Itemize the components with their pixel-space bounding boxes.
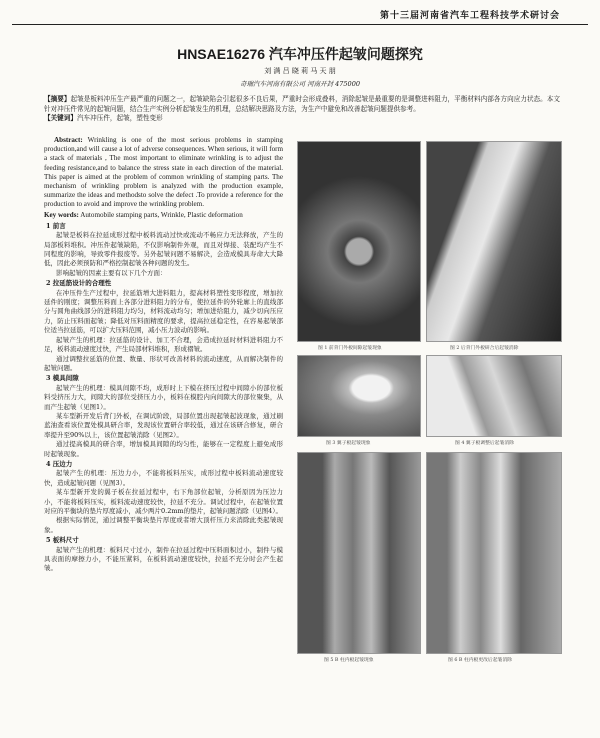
- section-heading: 1 前言: [46, 221, 66, 230]
- keywords-cn-text: 汽车冲压件，起皱，塑性变形: [76, 114, 163, 123]
- figure-6-caption: 图 6 B 柱内板更改后起皱消除: [448, 658, 512, 663]
- figure-5-caption: 图 5 B 柱内板起皱现象: [324, 658, 374, 663]
- left-column: [44, 136, 283, 574]
- figure-6-photo: [426, 452, 562, 654]
- figure-3-caption: 图 3 翼子板起皱现象: [326, 441, 371, 446]
- abstract-cn-label: 【摘要】: [44, 95, 71, 103]
- figure-1-caption: 图 1 前背门外板间隙起皱现象: [318, 346, 382, 351]
- paragraph: 起皱产生的机理：拉延筋的设计、加工不合理，会造成拉延时材料进料阻力不足，板料流动速度过快，产生局部材料堆积，形成褶皱。: [44, 335, 283, 354]
- paragraph: 在冲压件生产过程中，拉延筋增大进料阻力，提高材料塑性变形程度，增加拉延件的刚度；调整压料面上各部分进料阻力的分布，使拉延件的外轮廓上的直线部分与圆角曲线部分的进料阻力均匀，材料流动均匀；增加进给阻力，减少切向压应力，防止压料面起皱；降低对压料面精度的要求，提高拉延稳定性，在容易起皱部位适当拉延筋，可以扩大压料范围，减小压力波动的影响。: [44, 288, 283, 335]
- paragraph: 影响起皱的因素主要有以下几个方面：: [56, 268, 167, 277]
- paragraph: 根据实际情况，通过调整平衡块垫片厚度或者增大顶杆压力来消除此类起皱现象。: [44, 516, 283, 534]
- figure-1-photo: [297, 141, 421, 342]
- figure-5-photo: [297, 452, 421, 654]
- section-heading: 5 板料尺寸: [46, 536, 79, 545]
- paper-title: HNSAE16276 汽车冲压件起皱问题探究: [177, 46, 423, 62]
- figure-4-caption: 图 4 翼子板调整后起皱消除: [455, 441, 514, 446]
- keywords-cn-label: 【关键词】: [44, 114, 77, 123]
- figure-2-photo: [426, 141, 562, 342]
- chinese-abstract: [44, 95, 560, 124]
- section-heading: 4 压边力: [46, 459, 73, 468]
- english-abstract: [44, 136, 283, 220]
- section-heading: 3 模具间隙: [46, 374, 79, 383]
- figure-2-caption: 图 2 后背门外板研合后起皱消除: [450, 346, 519, 351]
- header-title: 第十三届河南省汽车工程科技学术研讨会: [379, 11, 560, 21]
- running-header: [12, 6, 588, 25]
- affiliation: 奇瑞汽车河南有限公司 河南开封 475000: [240, 80, 360, 88]
- body-text: [44, 222, 283, 574]
- figure-4-photo: [426, 355, 562, 437]
- paragraph: 起皱产生的机理：模具间隙不均，成形时上下模在挤压过程中间隙小的部位板料受挤压力大，间隙大的部位受挤压力小，板料在模腔内向间隙大的部位聚集，从而产生起皱（见图1）。: [44, 383, 283, 411]
- abstract-en-text: Wrinkling is one of the most serious problems in stamping production,and will cause a lot of adverse consequences. When serious, it will form a stack of materials , The most important to eliminate wrinkling is to adjust the feeding resistance,and to balance the stress state in each direction of the material. This paper is aimed at the problem of common wrinkling of stamping parts. The mechanism of wrinkling problem is analyzed with the production example, summarize the ideas and methodsto solve the defect .To provide a reference for the production to avoid and improve the wrinkling problem.: [44, 136, 283, 209]
- paragraph: 通过提高模具的研合率，增加模具间隙的均匀性，能够在一定程度上避免成形时起皱现象。: [44, 440, 283, 458]
- authors: 刘 满 吕 晓 莉 马 天 朋: [264, 67, 336, 75]
- paragraph: 通过调整拉延筋的位置、数量、形状可改善材料的流动速度，从而解决制件的起皱问题。: [44, 354, 283, 372]
- keywords-en-text: Automobile stamping parts, Wrinkle, Plastic deformation: [80, 210, 243, 219]
- paragraph: 起皱是板料在拉延成形过程中板料流动过快或流动不畅应力无法释放，产生的局部板料堆积。冲压件起皱缺陷，不仅影响制件外观，而且对焊接、装配均产生不同程度的影响，导致零件报废等。另外起皱问题不易解决，会造成模具寿命大大降低，因此必须预防和严格控制起皱各种问题的发生。: [44, 231, 283, 268]
- section-heading: 2 拉延筋设计的合理性: [46, 279, 112, 288]
- figure-3-photo: [297, 355, 421, 437]
- abstract-en-label: Abstract:: [54, 136, 83, 144]
- paragraph: 某车型新开发的翼子板在拉延过程中，右下角部位起皱，分析原因为压边力小，不能将板料压实，板料流动速度较快，拉延不充分。调试过程中，在起皱位置对应的平衡块的垫片厚度减小，减少两片0.2mm的垫片，起皱问题消除（见图4）。: [44, 488, 283, 516]
- paragraph: 起皱产生的机理：板料尺寸过小，制件在拉延过程中压料面积过小，制件与模具表面的摩擦力小，不能压紧料，在板料流动速度较快，拉延不充分时会产生起皱。: [44, 545, 283, 573]
- keywords-en-label: Key words:: [44, 210, 79, 219]
- abstract-cn-text: 起皱是板料冲压生产最严重的问题之一，起皱缺陷会引起很多不良后果，严重时会形成叠料，消除起皱是最重要的是调整进料阻力，平衡材料内部各方向应力状态。本文针对冲压件常见的起皱问题，结合生产实例分析起皱发生的机理，总结解决思路及方法，为生产中避免和改善起皱问题提供参考。: [44, 95, 561, 113]
- paragraph: 起皱产生的机理：压边力小，不能将板料压实，成形过程中板料流动速度较快，造成起皱问题（见图3）。: [44, 469, 283, 487]
- paragraph: 某车型新开发后背门外板，在调试阶段，局部位置出现起皱起波现象，通过刷蓝油查看该位置处模具研合率，发现该位置研合率较低，通过在该研合修复，研合率提升至90%以上，该位置起皱消除（见图2）。: [44, 411, 283, 439]
